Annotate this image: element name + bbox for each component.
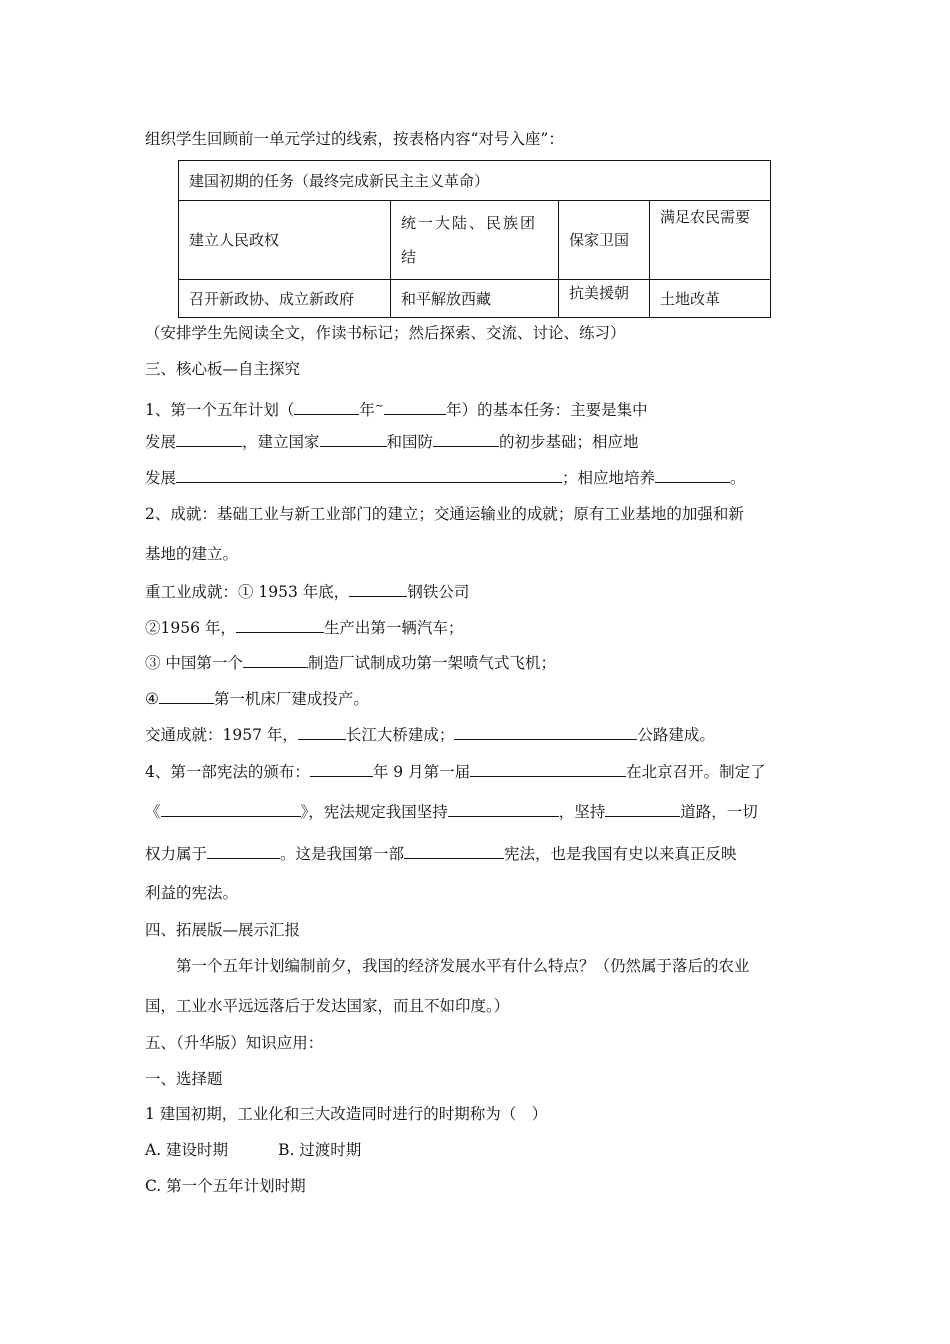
table-cell: 保家卫国 — [559, 201, 650, 280]
choice-section-title: 一、选择题 — [145, 1070, 223, 1088]
choice-options-ab — [145, 1139, 361, 1161]
reading-note: （安排学生先阅读全文，作读书标记；然后探索、交流、讨论、练习） — [145, 324, 626, 342]
expand-line-2: 国，工业水平远远落后于发达国家，而且不如印度。） — [145, 997, 510, 1015]
fill-blank[interactable] — [161, 800, 301, 817]
fill-blank[interactable] — [310, 760, 373, 777]
fill-blank[interactable] — [454, 723, 637, 740]
table-cell: 抗美援朝 — [559, 280, 650, 318]
table-cell: 土地改革 — [650, 280, 771, 318]
fill-blank[interactable] — [243, 651, 308, 668]
choice-question-1: 1 建国初期，工业化和三大改造同时进行的时期称为（ ） — [145, 1105, 548, 1123]
fill-blank[interactable] — [404, 842, 504, 859]
fill-blank[interactable] — [320, 430, 387, 447]
table-header: 建国初期的任务（最终完成新民主主义革命） — [179, 161, 771, 201]
fill-blank[interactable] — [448, 800, 559, 817]
question-1-line-2: 发展 ，建立国家 和国防 的初步基础；相应地 — [145, 430, 639, 453]
heavy-industry-4: ④ 第一机床厂建成投产。 — [145, 687, 369, 710]
section-heading: 四、拓展版—展示汇报 — [145, 921, 301, 939]
question-4-line-1: 4、第一部宪法的颁布： 年 9 月第一届 在北京召开。制定了 — [145, 760, 766, 783]
fill-blank[interactable] — [176, 430, 242, 447]
heavy-industry-3: ③ 中国第一个 制造厂试制成功第一架喷气式飞机； — [145, 651, 556, 674]
question-1-line-1: 1、第一个五年计划（ 年~ 年）的基本任务：主要是集中 — [145, 399, 648, 420]
fill-blank[interactable] — [470, 760, 626, 777]
table-cell: 统一大陆、民族团结 — [391, 201, 559, 280]
intro-text: 组织学生回顾前一单元学过的线索，按表格内容“对号入座”： — [145, 130, 564, 148]
fill-blank[interactable] — [294, 398, 359, 415]
heavy-industry-2: ②1956 年， 生产出第一辆汽车； — [145, 616, 463, 639]
expand-line-1: 第一个五年计划编制前夕，我国的经济发展水平有什么特点？（仍然属于落后的农业 — [176, 957, 750, 975]
fill-blank[interactable] — [207, 842, 280, 859]
question-4-line-4: 利益的宪法。 — [145, 884, 239, 902]
question-4-line-3: 权力属于 。这是我国第一部 宪法，也是我国有史以来真正反映 — [145, 842, 737, 865]
question-2-line-2: 基地的建立。 — [145, 545, 239, 563]
table-cell: 召开新政协、成立新政府 — [179, 280, 391, 318]
option-b[interactable]: B. 过渡时期 — [278, 1141, 362, 1159]
fill-blank[interactable] — [159, 687, 214, 704]
table-cell: 满足农民需要 — [650, 201, 771, 280]
option-c[interactable]: C. 第一个五年计划时期 — [145, 1177, 306, 1195]
heavy-industry-1: 重工业成就：① 1953 年底， 钢铁公司 — [145, 580, 469, 603]
section-heading: 五、（升华版）知识应用： — [145, 1034, 324, 1052]
fill-blank[interactable] — [236, 616, 324, 633]
fill-blank[interactable] — [605, 800, 680, 817]
task-table — [178, 160, 771, 318]
table-cell: 和平解放西藏 — [391, 280, 559, 318]
fill-blank[interactable] — [655, 466, 730, 483]
traffic-achievements: 交通成就：1957 年， 长江大桥建成； 公路建成。 — [145, 723, 715, 746]
option-a[interactable]: A. 建设时期 — [145, 1141, 229, 1159]
fill-blank[interactable] — [298, 723, 346, 740]
section-heading: 三、核心板—自主探究 — [145, 360, 301, 378]
question-1-line-3: 发展 ；相应地培养 。 — [145, 466, 746, 489]
fill-blank[interactable] — [384, 398, 446, 415]
table-cell: 建立人民政权 — [179, 201, 391, 280]
fill-blank[interactable] — [176, 466, 562, 483]
fill-blank[interactable] — [349, 580, 407, 597]
fill-blank[interactable] — [433, 430, 499, 447]
question-4-line-2: 《 》，宪法规定我国坚持 ，坚持 道路，一切 — [145, 800, 758, 823]
question-2-line-1: 2、成就：基础工业与新工业部门的建立；交通运输业的成就；原有工业基地的加强和新 — [145, 505, 744, 523]
